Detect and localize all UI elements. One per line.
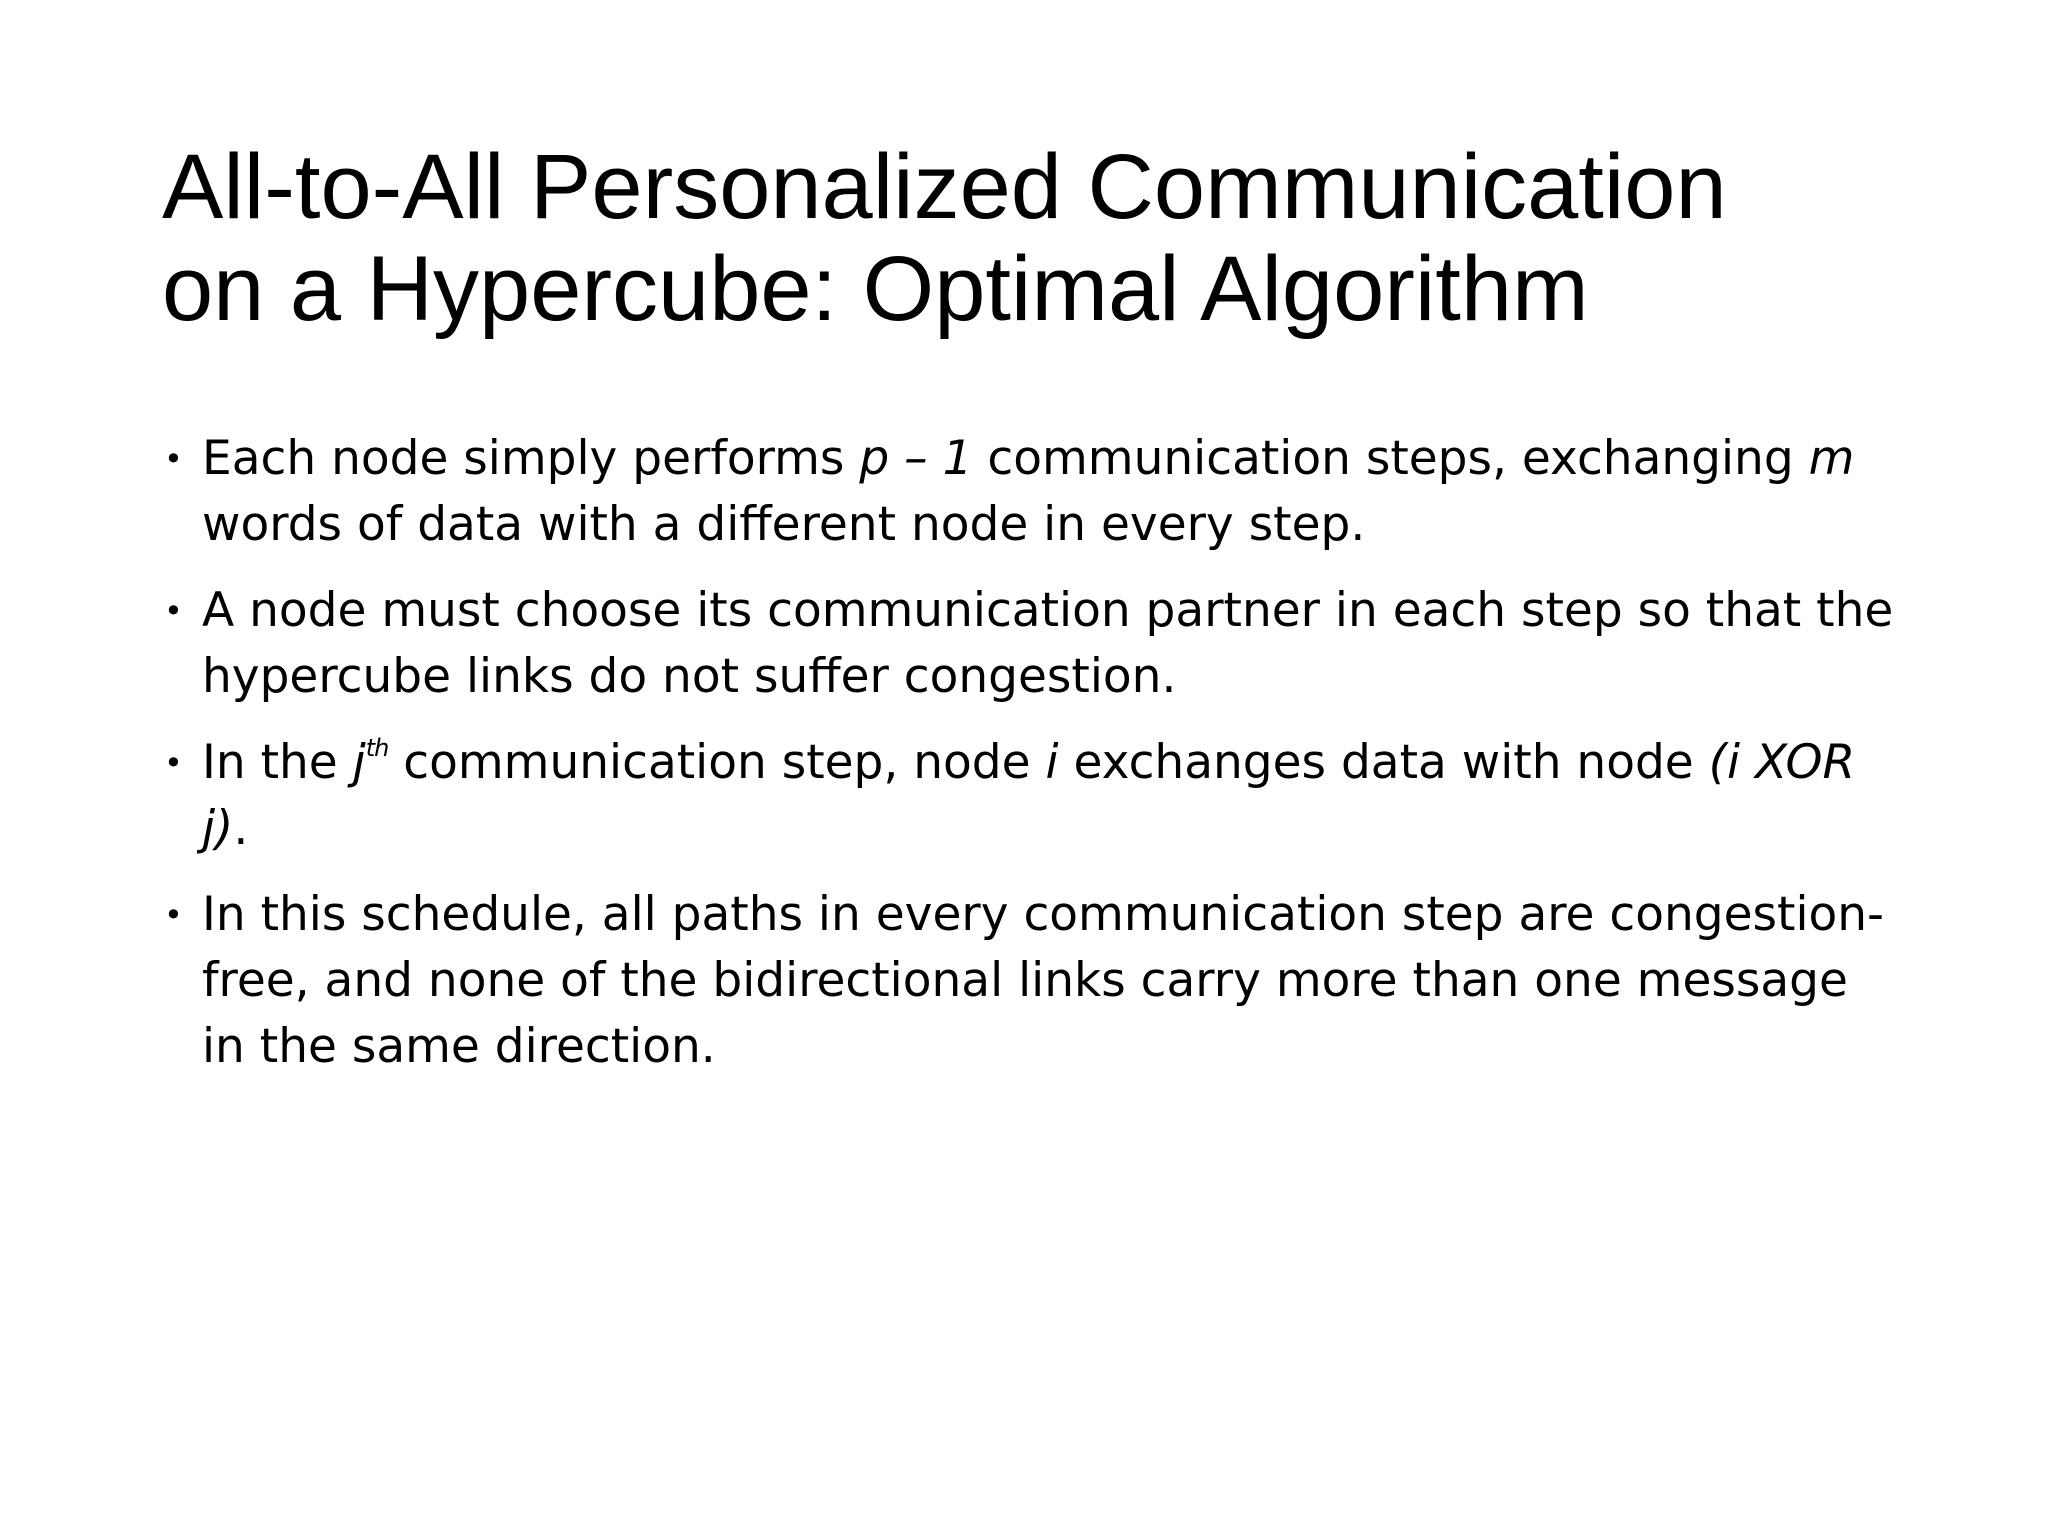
bullet-text-segment: In this schedule, all paths in every communication step are congestion-free, and none of the bidirectional links carry more than one message in the same direction. <box>202 887 1885 1074</box>
bullet-dot-icon: • <box>164 744 183 782</box>
bullet-text-segment: i <box>1045 735 1059 790</box>
bullet-text-superscript: th <box>365 734 389 762</box>
bullet-text <box>202 431 1854 552</box>
bullet-text <box>202 735 1855 856</box>
bullet-text-segment: . <box>233 801 249 856</box>
bullet-text-segment: (i XOR j) <box>202 735 1856 856</box>
bullet-text-segment: A node must choose its communication partner in each step so that the hypercube links do not suffer congestion. <box>202 583 1894 704</box>
bullet-item-3 <box>162 730 1902 862</box>
bullet-item-2 <box>162 578 1902 710</box>
bullet-dot-icon: • <box>164 592 183 630</box>
bullet-text-segment: words of data with a different node in every step. <box>202 497 1366 552</box>
bullet-text-segment: In the <box>202 735 353 790</box>
bullet-text-segment: m <box>1808 431 1855 486</box>
bullet-text-segment: Each node simply performs <box>202 431 860 486</box>
slide-title-line-1: All-to-All Personalized Communication <box>162 136 1727 238</box>
bullet-dot-icon: • <box>164 440 183 478</box>
bullet-text-segment: j <box>352 735 366 790</box>
bullet-list <box>162 426 1902 1080</box>
bullet-text-segment: p – 1 <box>859 431 973 486</box>
slide-title <box>162 136 1962 340</box>
bullet-dot-icon: • <box>164 896 183 934</box>
bullet-text <box>202 583 1893 704</box>
bullet-text <box>202 887 1884 1074</box>
bullet-text-segment: communication steps, exchanging <box>972 431 1809 486</box>
bullet-text-segment: communication step, node <box>388 735 1046 790</box>
bullet-item-1 <box>162 426 1902 558</box>
bullet-text-segment: exchanges data with node <box>1058 735 1709 790</box>
bullet-item-4 <box>162 882 1902 1080</box>
slide-title-line-2: on a Hypercube: Optimal Algorithm <box>162 238 1589 340</box>
